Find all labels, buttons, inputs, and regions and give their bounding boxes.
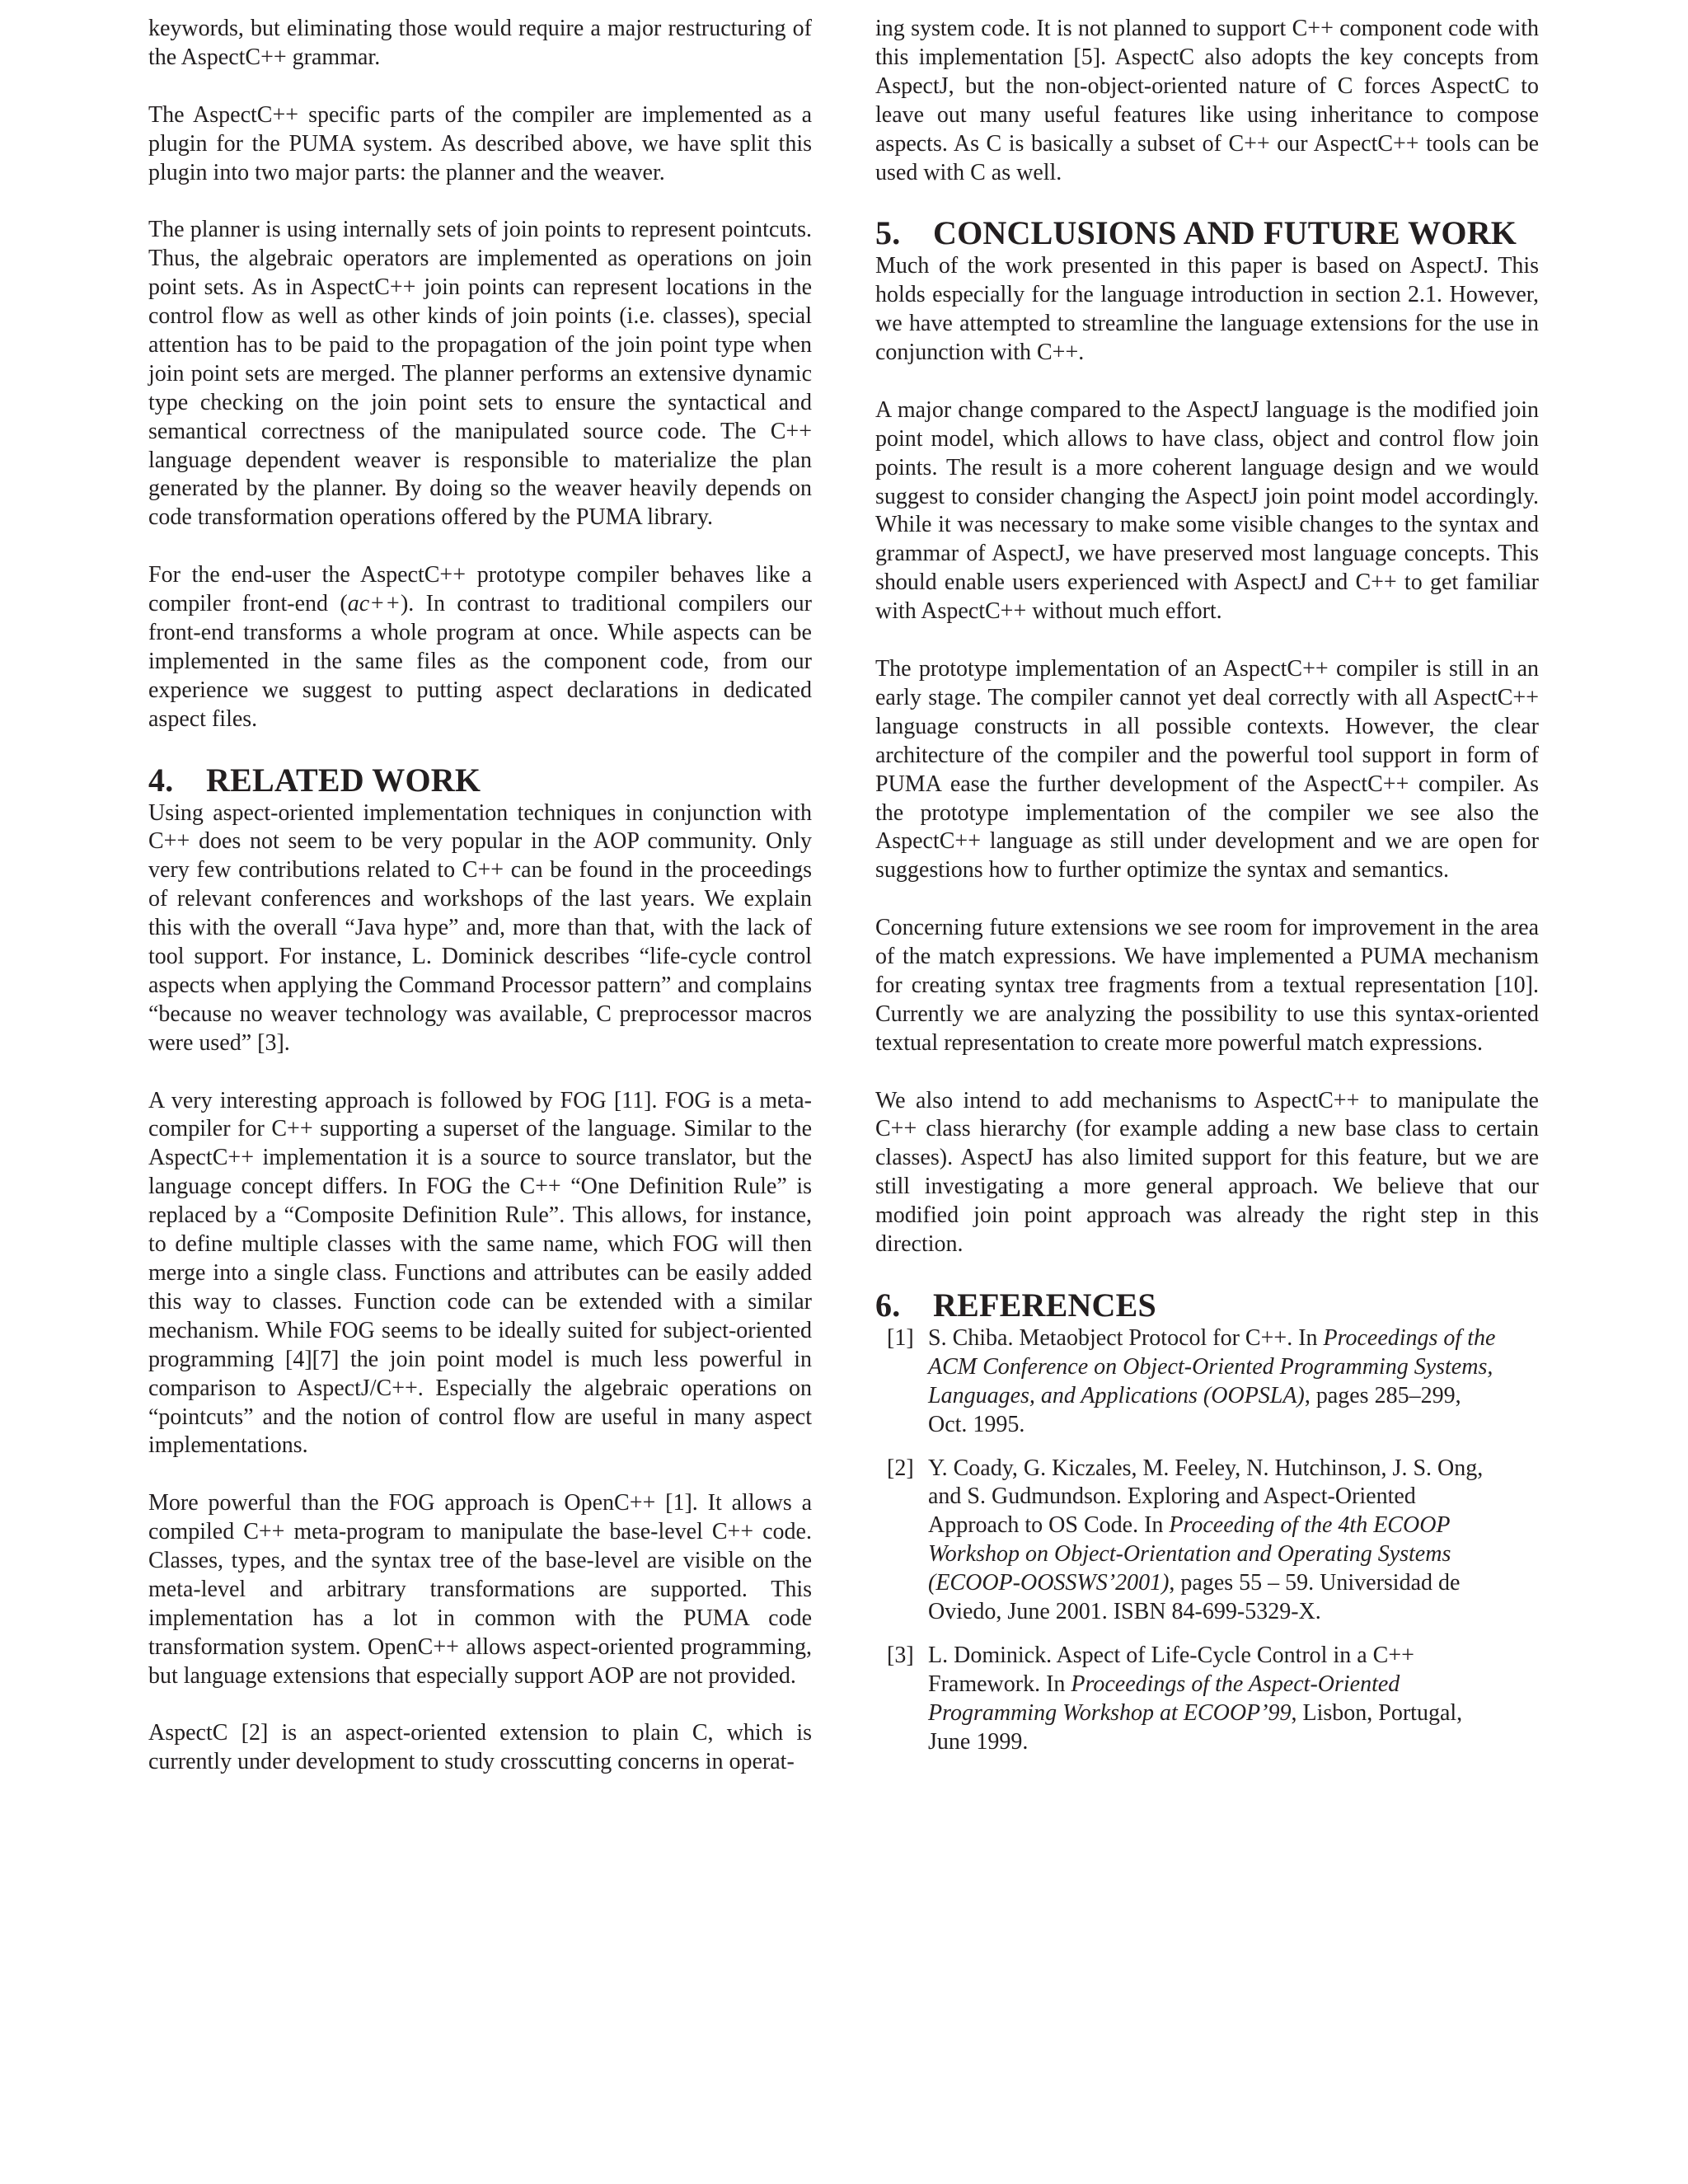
reference-list [875,1324,1539,1757]
paragraph-grammar-continuation: keywords, but eliminating those would require a major restructuring of the AspectC++ grammar. [148,16,812,70]
section-heading-related-work [148,763,812,798]
right-column [875,15,1539,1757]
section-title: REFERENCES [933,1286,1156,1324]
reference-details: , pages 55 – 59. Universidad de Oviedo, June 2001. ISBN 84-699-5329-X. [928,1570,1461,1625]
paragraph-conclusions-joinpoint: A major change compared to the AspectJ language is the modified join point model, which allows to have class, object and control flow join points. The result is a more coherent language design and we would suggest to consider changing the AspectJ join point model accordingly. While it was necessary to make some visible changes to the syntax and grammar of AspectJ, we have preserved most language concepts. This should enable users experienced with AspectJ and C++ to get familiar with AspectC++ without much effort. [875,396,1539,625]
reference-label: [1] [887,1324,914,1351]
section-heading-conclusions [875,216,1539,251]
frontend-text-after: ). In contrast to traditional compilers our front-end transforms a whole program at once. While aspects can be implemented in the same files as the component code, from our experience we suggest to putting aspect declarations in dedicated aspect files. [148,591,812,732]
frontend-compiler-name: ac++ [347,591,401,617]
reference-item [875,1642,1539,1757]
reference-item [875,1455,1539,1627]
left-column [148,15,812,1777]
paragraph-conclusions-match: Concerning future extensions we see room for improvement in the area of the match expressions. We have implemented a PUMA mechanism for creating syntax tree fragments from a textual representation [10]. Currently we are analyzing the possibility to use this syntax-oriented textual representation to create more powerful match expressions. [875,915,1539,1056]
reference-text [928,1455,1505,1627]
paragraph-aspectc-continuation: ing system code. It is not planned to support C++ component code with this implementation [5]. AspectC also adopts the key concepts from AspectJ, but the non-object-oriented nature of C forces AspectC to leave out many useful features like using inheritance to compose aspects. As C is basically a subset of C++ our AspectC++ tools can be used with C as well. [875,16,1539,185]
reference-details: , pages 285–299, Oct. 1995. [928,1382,1461,1437]
reference-item [875,1324,1539,1440]
reference-text [928,1642,1505,1757]
paragraph-conclusions-prototype: The prototype implementation of an AspectC++ compiler is still in an early stage. The compiler cannot yet deal correctly with all AspectC++ language constructs in all possible contexts. However, the clear architecture of the compiler and the powerful tool support in form of PUMA ease the further development of the AspectC++ compiler. As the prototype implementation of the compiler we see also the AspectC++ language as still under development and we are open for suggestions how to further optimize the syntax and semantics. [875,655,1539,883]
paragraph-conclusions-aspectj: Much of the work presented in this paper is based on AspectJ. This holds especially for the language introduction in section 2.1. However, we have attempted to streamline the language extensions for the use in conjunction with C++. [875,253,1539,366]
paragraph-related-fog: A very interesting approach is followed by FOG [11]. FOG is a meta-compiler for C++ supporting a superset of the language. Similar to the AspectC++ implementation it is a source to source translator, but the language concept differs. In FOG the C++ “One Definition Rule” is replaced by a “Composite Definition Rule”. This allows, for instance, to define multiple classes with the same name, which FOG will then merge into a single class. Functions and attributes can be easily added this way to classes. Function code can be extended with a similar mechanism. While FOG seems to be ideally suited for subject-oriented programming [4][7] the join point model is much less powerful in comparison to AspectJ/C++. Especially the algebraic operations on “pointcuts” and the notion of control flow are useful in many aspect implementations. [148,1087,812,1459]
paragraph-frontend [148,561,812,733]
section-conclusions [875,216,1539,1259]
reference-venue: Proceedings of the Aspect-Oriented Programming Workshop at ECOOP’99 [928,1671,1400,1726]
reference-label: [3] [887,1642,914,1668]
reference-details: , Lisbon, Portugal, June 1999. [928,1699,1463,1755]
section-title: RELATED WORK [206,761,481,799]
reference-venue: Proceeding of the 4th ECOOP Workshop on Object-Orientation and Operating Systems (ECOOP-OOSSWS’2001) [928,1512,1451,1596]
section-related-work [148,763,812,1778]
reference-authors-title: S. Chiba. Metaobject Protocol for C++. In [928,1324,1324,1351]
section-number: 4. [148,761,174,799]
section-number: 6. [875,1286,901,1324]
section-title: CONCLUSIONS AND FUTURE WORK [933,214,1517,252]
paragraph-related-intro: Using aspect-oriented implementation techniques in conjunction with C++ does not seem to be very popular in the AOP community. Only very few contributions related to C++ can be found in the proceedings of relevant conferences and workshops of the last years. We explain this with the overall “Java hype” and, more than that, with the lack of tool support. For instance, L. Dominick describes “life-cycle control aspects when applying the Command Processor pattern” and complains “because no weaver technology was available, C preprocessor macros were used” [3]. [148,799,812,1056]
section-number: 5. [875,214,901,252]
paragraph-conclusions-hierarchy: We also intend to add mechanisms to AspectC++ to manipulate the C++ class hierarchy (for example adding a new base class to certain classes). AspectJ has also limited support for this feature, but we are still investigating a more general approach. We believe that our modified join point approach was already the right step in this direction. [875,1087,1539,1258]
reference-label: [2] [887,1455,914,1481]
section-heading-references [875,1288,1539,1323]
reference-text [928,1324,1505,1440]
section-references [875,1288,1539,1757]
frontend-text-before: For the end-user the AspectC++ prototype compiler behaves like a compiler front-end ( [148,562,812,617]
paragraph-plugin-structure: The AspectC++ specific parts of the compiler are implemented as a plugin for the PUMA system. As described above, we have split this plugin into two major parts: the planner and the weaver. [148,101,812,185]
paragraph-planner: The planner is using internally sets of join points to represent pointcuts. Thus, the algebraic operators are implemented as operations on join point sets. As in AspectC++ join points can represent locations in the control flow as well as other kinds of join points (i.e. classes), special attention has to be paid to the propagation of the join point type when join point sets are merged. The planner performs an extensive dynamic type checking on the join point sets to ensure the syntactical and semantical correctness of the manipulated source code. The C++ language dependent weaver is responsible to materialize the plan generated by the planner. By doing so the weaver heavily depends on code transformation operations offered by the PUMA library. [148,217,812,531]
paragraph-related-aspectc: AspectC [2] is an aspect-oriented extension to plain C, which is currently under development to study crosscutting concerns in operat- [148,1720,812,1775]
paragraph-related-openc: More powerful than the FOG approach is OpenC++ [1]. It allows a compiled C++ meta-program to manipulate the base-level C++ code. Classes, types, and the syntax tree of the base-level are visible on the meta-level and arbitrary transformations are supported. This implementation has a lot in common with the PUMA code transformation system. OpenC++ allows aspect-oriented programming, but language extensions that especially support AOP are not provided. [148,1490,812,1689]
reference-authors-title: L. Dominick. Aspect of Life-Cycle Control in a C++ Framework. In [928,1642,1414,1697]
reference-authors-title: Y. Coady, G. Kiczales, M. Feeley, N. Hutchinson, J. S. Ong, and S. Gudmundson. Exploring and Aspect-Oriented Approach to OS Code. In [928,1455,1484,1539]
reference-venue: Proceedings of the ACM Conference on Object-Oriented Programming Systems, Languages, and Applications (OOPSLA) [928,1324,1496,1408]
